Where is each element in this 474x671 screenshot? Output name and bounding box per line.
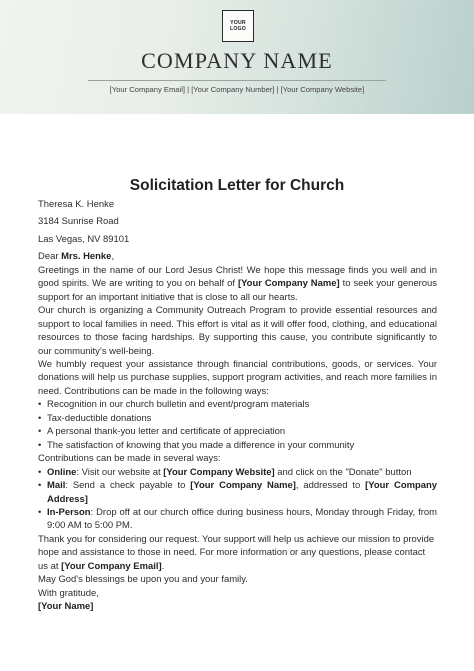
closing-paragraph — [38, 533, 437, 573]
intro-text-a: Greetings in the name of our Lord Jesus Christ! We hope this message finds you well and in good spirits. We are writing to you on behalf of — [38, 264, 437, 290]
logo-text-line1: YOUR — [230, 20, 246, 26]
intro-company-placeholder: [Your Company Name] — [237, 278, 340, 290]
company-address-placeholder: [Your Company Address] — [47, 480, 437, 505]
signoff: With gratitude, — [38, 587, 99, 599]
way-in-person-text: : Drop off at our church office during business hours, Monday through Friday, from 9:00 AM to 5:00 PM. — [47, 506, 437, 532]
blessing-line: May God's blessings be upon you and your family. — [38, 574, 248, 586]
salutation-comma: , — [111, 251, 115, 263]
way-online — [38, 466, 437, 479]
request-paragraph: We humbly request your assistance through financial contributions, goods, or services. Your donations will help us purchase supplies, support program activities, and reach more families in need. Contributions can be made in the following ways: — [38, 358, 437, 397]
way-online-text-b: and click on the "Donate" button — [274, 466, 412, 478]
way-in-person-label: In-Person — [47, 506, 91, 518]
email-placeholder: [Your Company Email] — [61, 560, 162, 572]
way-mail-text-b: , addressed to — [295, 480, 366, 492]
ways-intro: Contributions can be made in several ways: — [38, 453, 221, 465]
benefit-item: • A personal thank-you letter and certificate of appreciation — [38, 425, 437, 438]
company-contact-line: [Your Company Email] | [Your Company Number] | [Your Company Website] — [109, 85, 365, 94]
company-logo — [222, 10, 254, 42]
letter-title: Solicitation Letter for Church — [129, 177, 345, 194]
way-in-person — [38, 506, 437, 533]
letter-body — [38, 198, 437, 614]
benefit-item: • Recognition in our church bulletin and event/program materials — [38, 398, 437, 411]
salutation-prefix: Dear — [38, 251, 62, 263]
logo-text-line2: LOGO — [229, 26, 247, 32]
letterhead — [0, 0, 474, 114]
company-name: COMPANY NAME — [141, 48, 333, 73]
closing-period: . — [161, 560, 165, 572]
way-mail — [38, 479, 437, 506]
benefit-item: • Tax-deductible donations — [38, 412, 437, 425]
recipient-city: Las Vegas, NV 89101 — [38, 233, 130, 245]
way-online-label: Online — [47, 466, 77, 478]
header-divider — [88, 80, 386, 81]
benefit-item: • The satisfaction of knowing that you made a difference in your community — [38, 439, 437, 452]
intro-text-b: to seek your generous support for an important initiative that is close to all our hearts. — [38, 278, 438, 303]
company-name-placeholder: [Your Company Name] — [190, 480, 296, 492]
intro-paragraph — [38, 264, 437, 304]
recipient-name: Theresa K. Henke — [38, 199, 115, 210]
salutation-name: Mrs. Henke — [61, 251, 112, 263]
benefits-list — [38, 398, 437, 452]
salutation — [38, 250, 437, 263]
website-placeholder: [Your Company Website] — [163, 466, 275, 478]
signature-name — [38, 600, 437, 613]
program-paragraph: Our church is organizing a Community Outreach Program to provide essential resources and support to local families in need. This effort is vital as it will offer food, clothing, and educational resources to those facing hardships. By supporting this cause, you contribute significantly to our community’s well-being. — [38, 305, 437, 357]
recipient-street: 3184 Sunrise Road — [38, 216, 119, 228]
way-mail-text-a: : Send a check payable to — [65, 480, 191, 492]
signature-placeholder: [Your Name] — [38, 601, 94, 613]
closing-text: Thank you for considering our request. Your support will help us achieve our mission to provide hope and assistance to those in need. For more information or any questions, please contact us at — [38, 533, 435, 572]
way-online-text-a: : Visit our website at — [76, 466, 164, 478]
contribution-ways-list — [38, 466, 437, 533]
way-mail-label: Mail — [47, 480, 66, 492]
